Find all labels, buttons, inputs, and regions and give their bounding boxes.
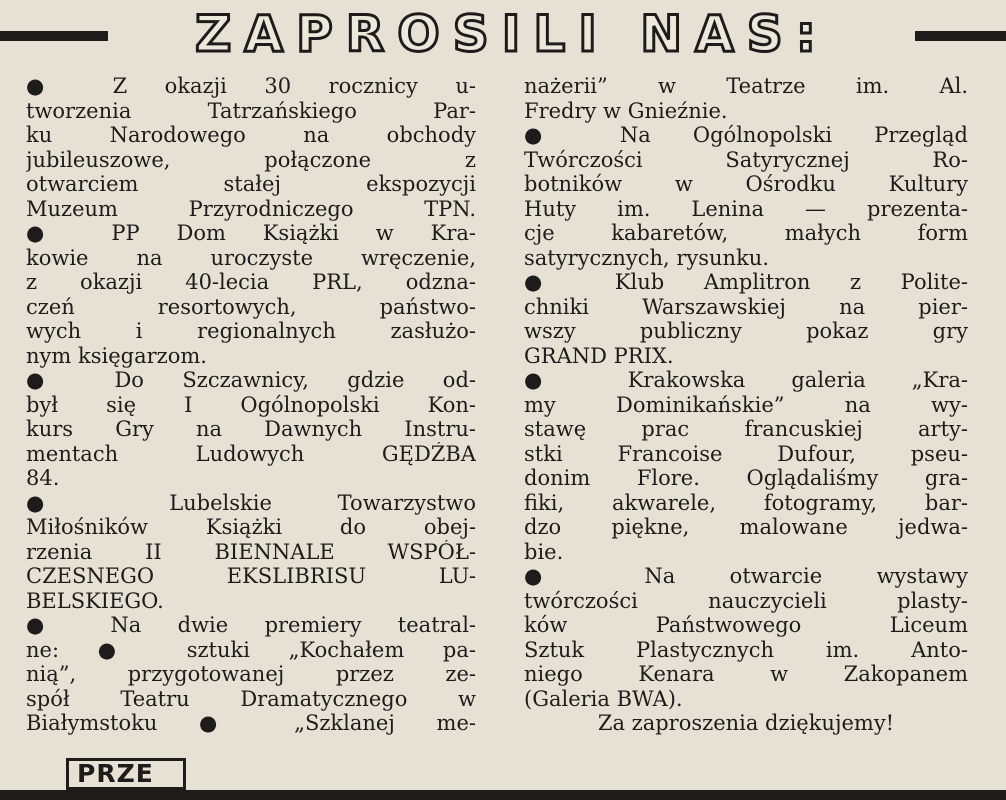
text-line: ● PP Dom Książki w Kra- xyxy=(26,221,476,245)
text-line: z okazji 40-lecia PRL, odzna- xyxy=(26,270,476,294)
text-line: twórczości nauczycieli plasty- xyxy=(524,588,968,613)
text-line: tworzenia Tatrzańskiego Par- xyxy=(26,98,476,123)
text-line: czeń resortowych, państwo- xyxy=(26,294,476,319)
text-line: spół Teatru Dramatycznego w xyxy=(26,686,476,711)
text-line: chniki Warszawskiej na pier- xyxy=(524,294,968,319)
text-line: nażerii” w Teatrze im. Al. xyxy=(524,74,968,98)
text-line: kurs Gry na Dawnych Instru- xyxy=(26,417,476,441)
page-title: ZAPROSILI NAS: xyxy=(195,5,829,63)
text-line: Miłośników Książki do obej- xyxy=(26,515,476,539)
text-line: ● Klub Amplitron z Polite- xyxy=(524,270,968,294)
text-line: nią”, przygotowanej przez ze- xyxy=(26,662,476,686)
text-line: Sztuk Plastycznych im. Anto- xyxy=(524,637,968,662)
text-line: 84. xyxy=(26,466,60,490)
text-line: botników w Ośrodku Kultury xyxy=(524,172,968,196)
text-line: GRAND PRIX. xyxy=(524,343,674,368)
text-line: Muzeum Przyrodniczego TPN. xyxy=(26,196,476,221)
text-line: ● Lubelskie Towarzystwo xyxy=(26,490,476,515)
text-line: ● Z okazji 30 rocznicy u- xyxy=(26,74,476,98)
text-line: donim Flore. Oglądaliśmy gra- xyxy=(524,466,968,490)
text-line: stawę prac francuskiej arty- xyxy=(524,417,968,441)
text-line: otwarciem stałej ekspozycji xyxy=(26,172,476,196)
text-line: ne: ● sztuki „Kochałem pa- xyxy=(26,637,476,662)
text-line: Huty im. Lenina — prezenta- xyxy=(524,196,968,221)
next-section-label: PRZE xyxy=(66,758,186,790)
right-column xyxy=(524,74,968,736)
text-line: ● Do Szczawnicy, gdzie od- xyxy=(26,368,476,392)
text-line: cje kabaretów, małych form xyxy=(524,221,968,245)
text-line: jubileuszowe, połączone z xyxy=(26,147,476,172)
text-line: dzo piękne, malowane jedwa- xyxy=(524,515,968,539)
text-line: ● Na otwarcie wystawy xyxy=(524,564,968,588)
text-line: niego Kenara w Zakopanem xyxy=(524,662,968,686)
text-line: ● Na Ogólnopolski Przegląd xyxy=(524,123,968,147)
text-line: my Dominikańskie” na wy- xyxy=(524,392,968,417)
text-line: bie. xyxy=(524,539,564,564)
text-line: CZESNEGO EKSLIBRISU LU- xyxy=(26,564,476,588)
text-line: wych i regionalnych zasłużo- xyxy=(26,319,476,343)
text-line: nym księgarzom. xyxy=(26,343,207,368)
text-line: kowie na uroczyste wręczenie, xyxy=(26,245,476,270)
text-line: wszy publiczny pokaz gry xyxy=(524,319,968,343)
text-line: ● Krakowska galeria „Kra- xyxy=(524,368,968,392)
text-line: mentach Ludowych GĘDŹBA xyxy=(26,441,476,466)
text-line: satyrycznych, rysunku. xyxy=(524,245,770,270)
text-line: BELSKIEGO. xyxy=(26,588,164,613)
text-line: ku Narodowego na obchody xyxy=(26,123,476,147)
text-line: ków Państwowego Liceum xyxy=(524,613,968,637)
footer-rule xyxy=(0,790,1006,800)
text-line: Za zaproszenia dziękujemy! xyxy=(597,711,895,735)
text-line: rzenia II BIENNALE WSPÓŁ- xyxy=(26,539,476,564)
text-line: stki Francoise Dufour, pseu- xyxy=(524,441,968,466)
text-line: Fredry w Gnieźnie. xyxy=(524,98,728,123)
text-line: fiki, akwarele, fotogramy, bar- xyxy=(524,490,968,515)
text-line: Twórczości Satyrycznej Ro- xyxy=(524,147,968,172)
text-line: (Galeria BWA). xyxy=(524,686,683,711)
heading-rule-right xyxy=(915,31,1006,41)
text-line: Białymstoku ● „Szklanej me- xyxy=(26,711,476,735)
text-line: był się I Ogólnopolski Kon- xyxy=(26,392,476,417)
left-column xyxy=(26,74,476,736)
text-line: ● Na dwie premiery teatral- xyxy=(26,613,476,637)
heading-rule-left xyxy=(0,31,108,41)
